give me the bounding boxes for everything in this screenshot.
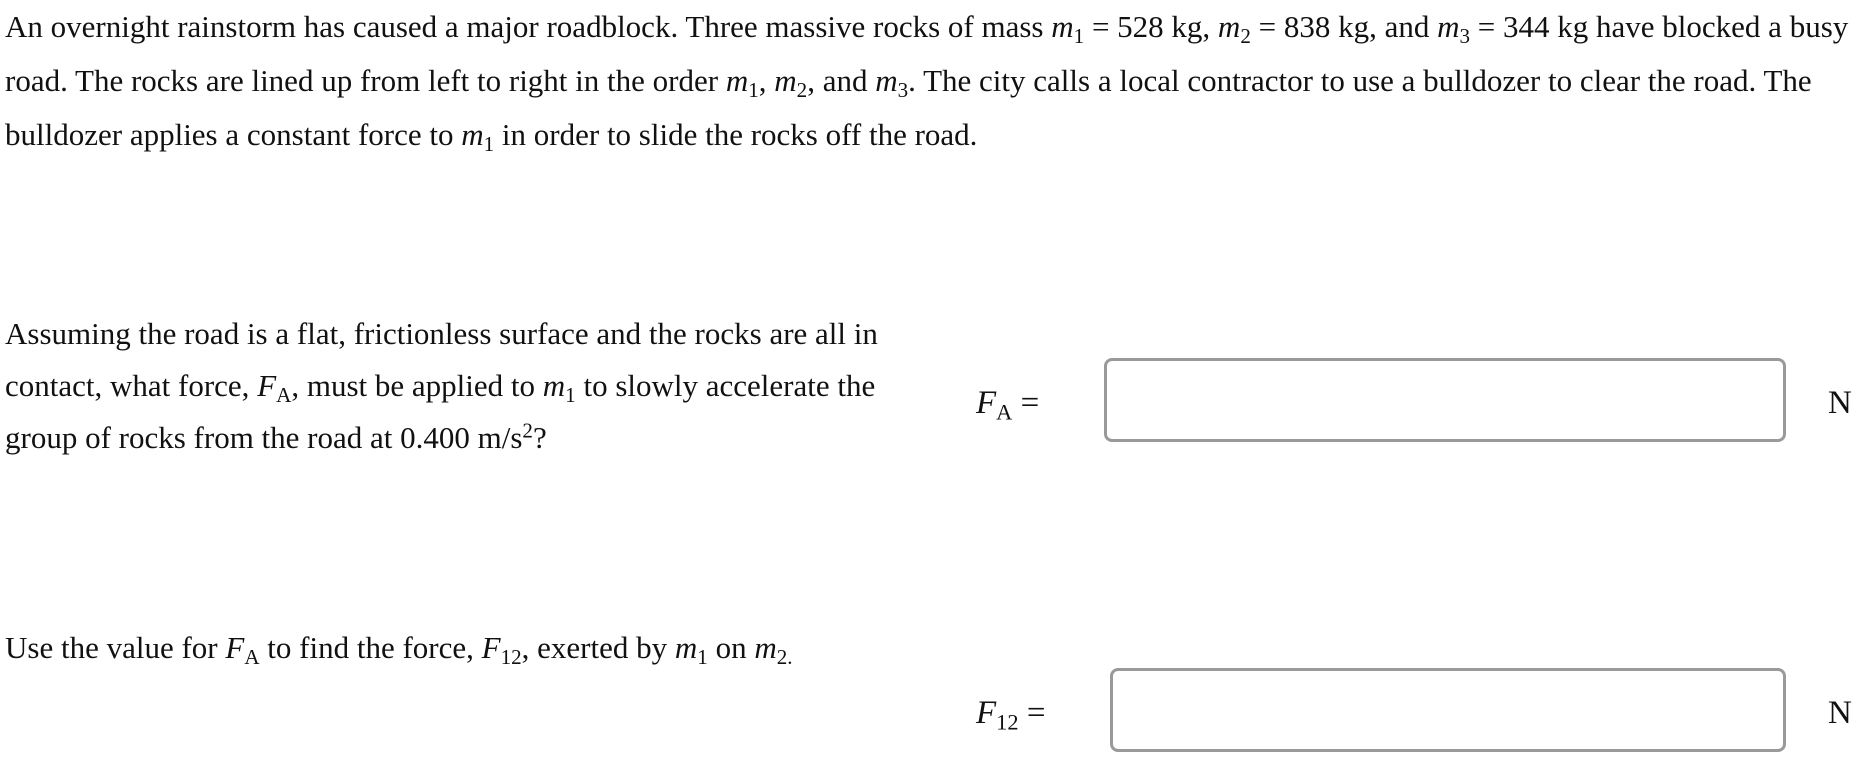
variable-fa: $F_A$ — [257, 368, 292, 407]
variable-fa: $F_A$ — [225, 630, 260, 669]
fa-unit-label: N — [1828, 385, 1852, 421]
variable-f12: $F_{12}$ — [481, 630, 522, 669]
variable-m3: $m_3$ — [875, 63, 909, 102]
f12-unit-label: N — [1828, 695, 1852, 731]
f12-label: $F_{12}$ = — [976, 695, 1046, 735]
f12-answer-input[interactable] — [1110, 668, 1786, 752]
variable-m1: $m_1$ — [725, 63, 759, 102]
variable-m2: $m_2$ — [1217, 9, 1251, 48]
variable-m3: $m_3$ — [1437, 9, 1471, 48]
variable-m1: $m_1$ — [674, 630, 708, 669]
variable-m1: $m_1$ — [542, 368, 576, 407]
fa-label: $F_A$ = — [976, 385, 1040, 425]
question-2-text: Use the value for $F_A$ to find the force, $F_{12}$, exerted by $m_1$ on $m_{2.}$ — [5, 630, 793, 669]
variable-m1: $m_1$ — [461, 117, 495, 156]
problem-statement: An overnight rainstorm has caused a major roadblock. Three massive rocks of mass $m_1 = 528$ kg, $m_2 = 838$ kg, and $m_3 = 344$ kg have blocked a busy road. The rocks are lined up from left to right in the order $m_1$, $m_2$, and $m_3$. The city calls a local contractor to use a bulldozer to clear the road. The bulldozer applies a constant force to $m_1$ in order to slide the rocks off the road. — [5, 9, 1849, 156]
variable-m2: $m_{2.}$ — [754, 630, 793, 669]
question-1-text: Assuming the road is a flat, frictionless surface and the rocks are all in contact, what force, $F_A$, must be applied to $m_1$ to slowly accelerate the group of rocks from the road at 0.400 $m/s^2$? — [5, 316, 878, 455]
variable-m1: $m_1$ — [1051, 9, 1085, 48]
variable-m2: $m_2$ — [774, 63, 808, 102]
fa-answer-input[interactable] — [1104, 358, 1786, 442]
